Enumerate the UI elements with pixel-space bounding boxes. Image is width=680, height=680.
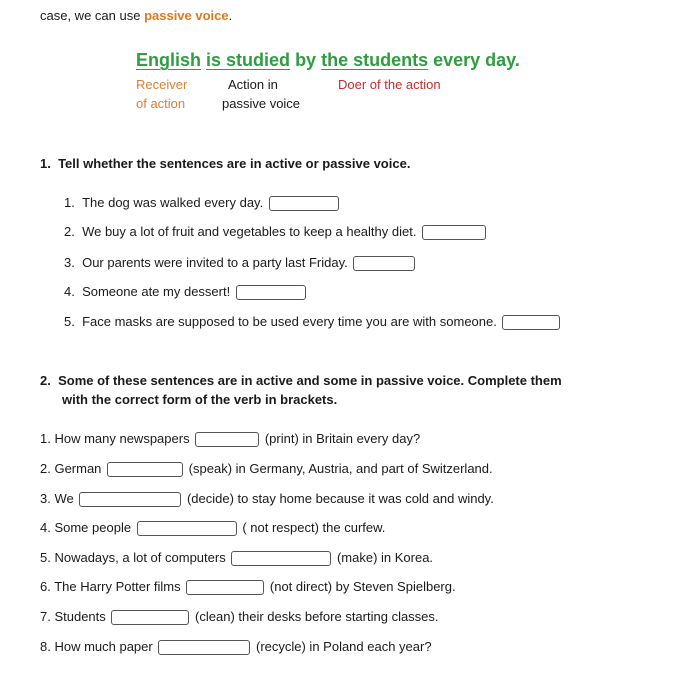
- intro-text: case, we can use: [40, 8, 145, 23]
- verb-answer-box[interactable]: [107, 462, 183, 477]
- exercise2-heading: [40, 371, 562, 390]
- role-receiver-line1: Receiver: [136, 77, 188, 92]
- verb-answer-box[interactable]: [79, 492, 181, 507]
- exercise2-item-after: ( not respect) the curfew.: [242, 520, 386, 535]
- exercise1-heading: [40, 154, 410, 173]
- exercise2-item-before: 1. How many newspapers: [40, 431, 190, 446]
- exercise2-item-before: 2. German: [40, 461, 102, 476]
- role-action-line2: passive voice: [222, 96, 301, 111]
- exercise2-title-line1: Some of these sentences are in active and some in passive voice. Complete them: [58, 373, 562, 388]
- exercise2-item-after: (clean) their desks before starting classes.: [195, 609, 439, 624]
- intro-line: [40, 8, 232, 23]
- example-word-is-studied: is studied: [206, 50, 291, 70]
- exercise2-item: [40, 549, 433, 567]
- verb-answer-box[interactable]: [137, 521, 237, 536]
- exercise1-item: [64, 254, 417, 272]
- exercise2-item-before: 7. Students: [40, 609, 106, 624]
- verb-answer-box[interactable]: [111, 610, 189, 625]
- role-action-line1: Action in: [228, 77, 278, 92]
- exercise1-item-number: 5.: [64, 314, 75, 329]
- exercise2-item-before: 3. We: [40, 491, 74, 506]
- answer-box[interactable]: [502, 315, 560, 330]
- exercise2-number: 2.: [40, 373, 51, 388]
- exercise2-title-line2: with the correct form of the verb in brackets.: [62, 392, 338, 407]
- exercise2-item-before: 5. Nowadays, a lot of computers: [40, 550, 226, 565]
- answer-box[interactable]: [236, 285, 306, 300]
- exercise1-item-text: The dog was walked every day.: [82, 195, 264, 210]
- exercise2-item-before: 4. Some people: [40, 520, 132, 535]
- exercise1-number: 1.: [40, 156, 51, 171]
- answer-box[interactable]: [353, 256, 415, 271]
- example-word-the-students: the students: [321, 50, 429, 70]
- exercise2-item: [40, 578, 456, 596]
- intro-end: .: [228, 8, 233, 23]
- answer-box[interactable]: [422, 225, 486, 240]
- role-doer: Doer of the action: [338, 77, 441, 92]
- exercise1-title: Tell whether the sentences are in active or passive voice.: [58, 156, 411, 171]
- exercise2-item: [40, 460, 493, 478]
- exercise2-item-after: (not direct) by Steven Spielberg.: [269, 579, 456, 594]
- verb-answer-box[interactable]: [231, 551, 331, 566]
- exercise1-item: [64, 223, 488, 241]
- intro-highlight: passive voice: [144, 8, 229, 23]
- exercise2-item-after: (speak) in Germany, Austria, and part of Switzerland.: [188, 461, 493, 476]
- exercise2-item-after: (decide) to stay home because it was cold and windy.: [186, 491, 494, 506]
- exercise2-item-after: (make) in Korea.: [336, 550, 434, 565]
- answer-box[interactable]: [269, 196, 339, 211]
- exercise1-item-text: Face masks are supposed to be used every time you are with someone.: [82, 314, 497, 329]
- exercise2-item-after: (recycle) in Poland each year?: [255, 639, 432, 654]
- exercise1-item: [64, 283, 308, 301]
- exercise1-item-number: 3.: [64, 255, 75, 270]
- example-sentence: [136, 50, 520, 71]
- example-word-every-day: every day.: [433, 50, 520, 70]
- exercise2-item: [40, 490, 494, 508]
- exercise2-item: [40, 638, 432, 656]
- exercise1-item-text: Our parents were invited to a party last Friday.: [82, 255, 348, 270]
- example-word-english: English: [136, 50, 202, 70]
- exercise1-item-number: 1.: [64, 195, 75, 210]
- exercise2-item-before: 6. The Harry Potter films: [40, 579, 181, 594]
- verb-answer-box[interactable]: [158, 640, 250, 655]
- exercise1-item-number: 2.: [64, 224, 75, 239]
- role-receiver-line2: of action: [136, 96, 186, 111]
- exercise2-item-before: 8. How much paper: [40, 639, 153, 654]
- exercise2-item: [40, 608, 439, 626]
- exercise2-item: [40, 430, 420, 448]
- exercise1-item-number: 4.: [64, 284, 75, 299]
- exercise1-item: [64, 313, 562, 331]
- exercise2-item: [40, 519, 385, 537]
- verb-answer-box[interactable]: [195, 432, 259, 447]
- exercise1-item-text: We buy a lot of fruit and vegetables to keep a healthy diet.: [82, 224, 417, 239]
- exercise1-item: [64, 194, 341, 212]
- example-word-by: by: [295, 50, 317, 70]
- verb-answer-box[interactable]: [186, 580, 264, 595]
- exercise1-item-text: Someone ate my dessert!: [82, 284, 231, 299]
- exercise2-item-after: (print) in Britain every day?: [264, 431, 421, 446]
